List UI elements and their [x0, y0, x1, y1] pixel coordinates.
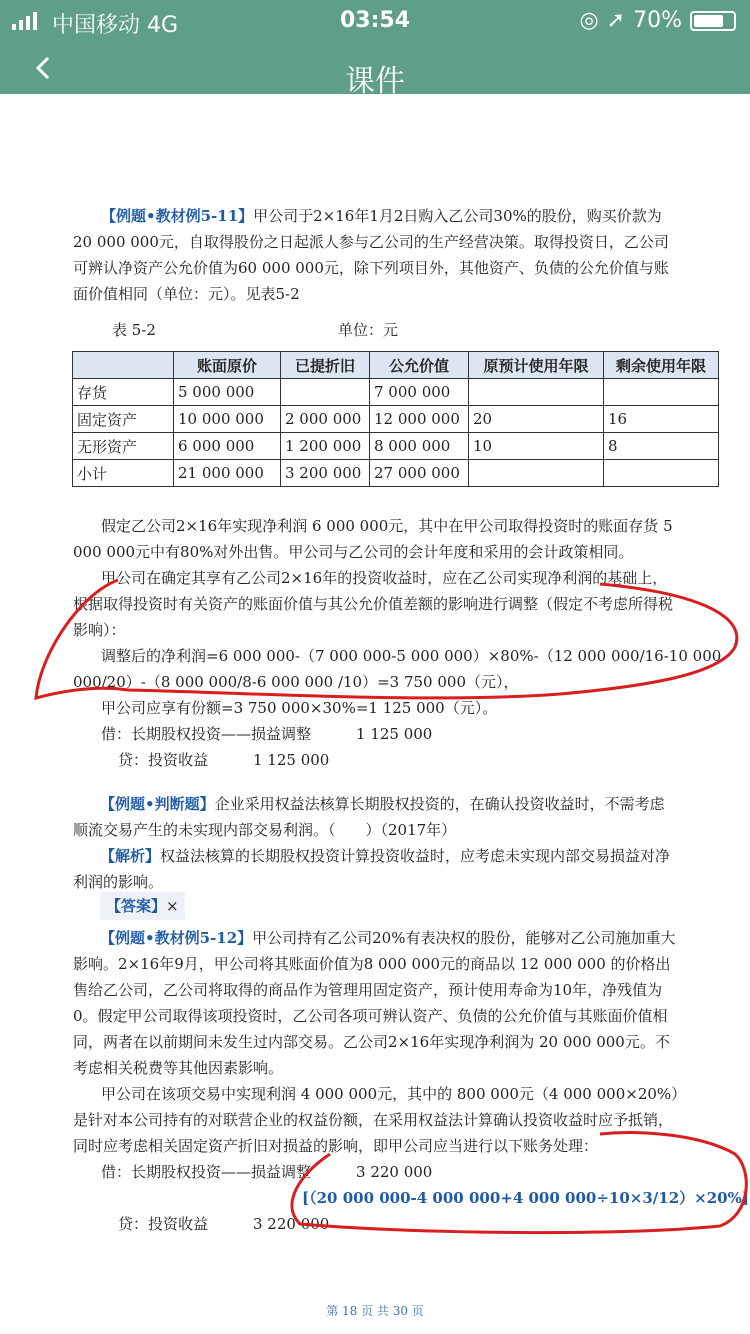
- example1-line-1: 20 000 000元，自取得股份之日起派人参与乙公司的生产经营决策。取得投资日，乙公司: [73, 233, 669, 251]
- example2-line-7: 是针对本公司持有的对联营企业的权益份额，在采用权益法计算确认投资收益时应予抵销，: [73, 1111, 674, 1129]
- judge-analysis-line-0: 【解析】权益法核算的长期股权投资计算投资收益时，应考虑未实现内部交易损益对净: [100, 847, 671, 865]
- formula-note: [（20 000 000-4 000 000+4 000 000÷10×3/12）×20%]: [302, 1189, 749, 1207]
- solution1-line-4: 影响）：: [73, 621, 126, 639]
- journal-debit-2: 借：长期股权投资——损益调整 3 220 000: [101, 1163, 433, 1181]
- example2-line-2: 售给乙公司，乙公司将取得的商品作为管理用固定资产，预计使用寿命为10年，净残值为: [73, 981, 663, 999]
- solution1-line-7: 甲公司应享有份额=3 750 000×30%=1 125 000（元）。: [101, 699, 498, 717]
- table-row: 无形资产 6 000 000 1 200 000 8 000 000 10 8: [73, 433, 719, 460]
- solution1-line-2: 甲公司在确定其享有乙公司2×16年的投资收益时，应在乙公司实现净利润的基础上，: [101, 569, 668, 587]
- status-bar: [0, 0, 750, 44]
- example2-line-0: 【例题•教材例5-12】甲公司持有乙公司20%有表决权的股份，能够对乙公司施加重大: [100, 929, 676, 947]
- table-row: 存货 5 000 000 7 000 000: [73, 379, 719, 406]
- example1-tag: 【例题•教材例5-11】: [101, 207, 254, 225]
- battery-icon: [690, 11, 736, 31]
- example1-line-0: 【例题•教材例5-11】甲公司于2×16年1月2日购入乙公司30%的股份，购买价款为: [73, 204, 723, 228]
- journal-credit-2: 贷：投资收益 3 220 000: [118, 1215, 330, 1233]
- location-icon: ➚: [606, 8, 626, 33]
- judge-question-line-0: 【例题•判断题】企业采用权益法核算长期股权投资的，在确认投资收益时，不需考虑: [100, 795, 665, 813]
- journal-debit-1: 借：长期股权投资——损益调整 1 125 000: [101, 725, 433, 743]
- solution1-line-3: 根据取得投资时有关资产的账面价值与其公允价值差额的影响进行调整（假定不考虑所得税: [73, 595, 674, 613]
- example1-line-2: 可辨认净资产公允价值为60 000 000元，除下列项目外，其他资产、负债的公允价值与账: [73, 259, 669, 277]
- table-5-2: [72, 351, 719, 487]
- solution1-line-0: 假定乙公司2×16年实现净利润 6 000 000元，其中在甲公司取得投资时的账面存货 5: [101, 517, 673, 535]
- page-title: 课件: [345, 64, 405, 99]
- carrier-label: 中国移动 4G: [52, 13, 179, 38]
- lock-rotation-icon: ◎: [579, 8, 599, 33]
- example1-line-3: 面价值相同（单位：元）。见表5-2: [73, 285, 300, 303]
- document-page[interactable]: [0, 94, 750, 1334]
- example2-tag: 【例题•教材例5-12】: [100, 929, 253, 947]
- judge-answer: 【答案】×: [100, 892, 185, 920]
- clock: 03:54: [339, 8, 411, 33]
- judge-question-line-1: 顺流交易产生的未实现内部交易利润。（ ）（2017年）: [73, 821, 457, 839]
- judge-analysis-line-1: 利润的影响。: [73, 873, 164, 891]
- table-unit: 单位：元: [338, 321, 399, 339]
- answer-tag: 【答案】: [106, 897, 167, 915]
- judge-tag: 【例题•判断题】: [100, 795, 215, 813]
- solution1-line-1: 000 000元中有80%对外出售。甲公司与乙公司的会计年度和采用的会计政策相同。: [73, 543, 634, 561]
- example2-line-3: 0。假定甲公司取得该项投资时，乙公司各项可辨认资产、负债的公允价值与其账面价值相: [73, 1007, 668, 1025]
- solution1-line-5: 调整后的净利润=6 000 000-（7 000 000-5 000 000）×80%-（12 000 000/16-10 000: [101, 647, 722, 665]
- nav-bar: [0, 44, 750, 99]
- example2-line-5: 考虑相关税费等其他因素影响。: [73, 1059, 284, 1077]
- table-row: 固定资产 10 000 000 2 000 000 12 000 000 20 16: [73, 406, 719, 433]
- battery-percent: 70%: [633, 8, 682, 33]
- example2-line-4: 同，两者在以前期间未发生过内部交易。乙公司2×16年实现净利润为 20 000 000元。不: [73, 1033, 670, 1051]
- table-row: 小计 21 000 000 3 200 000 27 000 000: [73, 460, 719, 487]
- analysis-tag: 【解析】: [100, 847, 161, 865]
- example2-line-8: 同时应考虑相关固定资产折旧对损益的影响，即甲公司应当进行以下账务处理：: [73, 1137, 599, 1155]
- journal-credit-1: 贷：投资收益 1 125 000: [118, 751, 330, 769]
- page-indicator: 第 18 页 共 30 页: [326, 1304, 424, 1318]
- solution1-line-6: 000/20）-（8 000 000/8-6 000 000 /10）=3 750 000（元），: [73, 673, 519, 691]
- example2-line-1: 影响。2×16年9月，甲公司将其账面价值为8 000 000元的商品以 12 000 000 的价格出: [73, 955, 671, 973]
- table-caption: 表 5-2: [112, 321, 156, 339]
- example2-line-6: 甲公司在该项交易中实现利润 4 000 000元，其中的 800 000元（4 000 000×20%）: [101, 1085, 687, 1103]
- table-header-row: 账面原价 已提折旧 公允价值 原预计使用年限 剩余使用年限: [73, 352, 719, 379]
